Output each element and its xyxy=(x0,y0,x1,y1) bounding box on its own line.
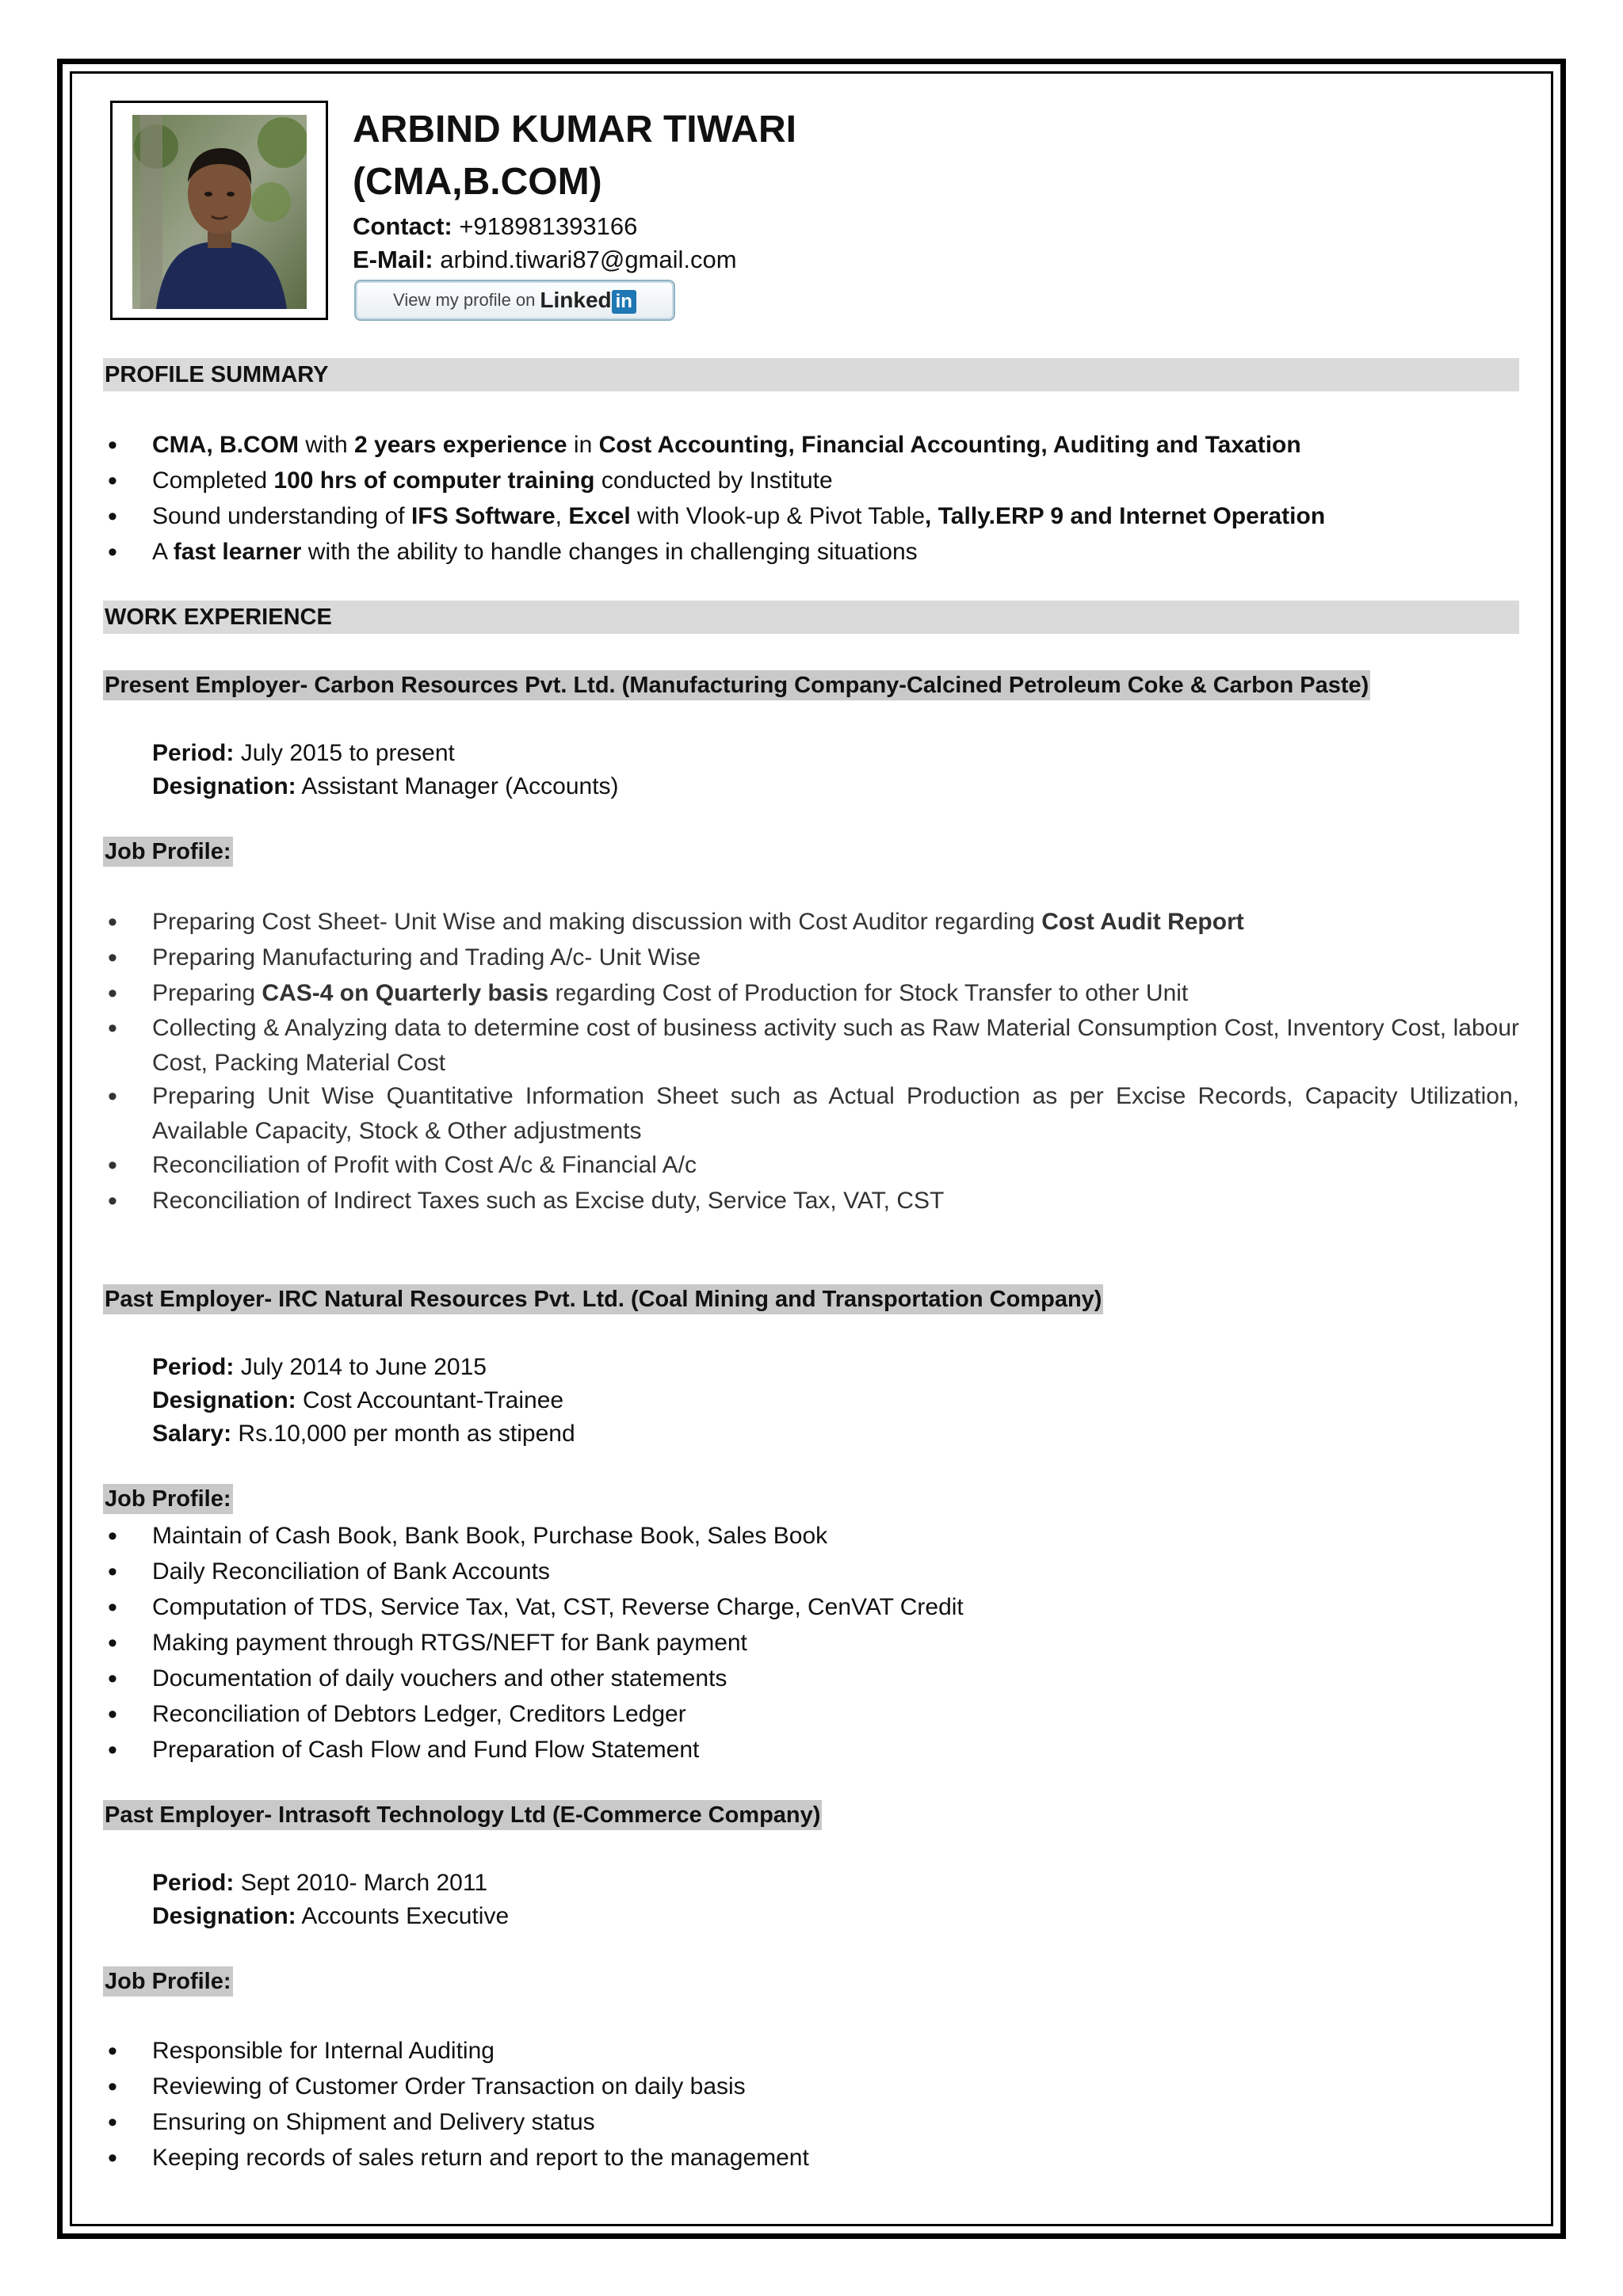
candidate-name: ARBIND KUMAR TIWARI xyxy=(353,109,796,151)
bullet-icon: • xyxy=(108,1735,117,1765)
list-item: • Preparing Unit Wise Quantitative Information Sheet such as Actual Production as per Excise Records, Capacity Utilization, Available Capacity, Stock & Other adjustments xyxy=(103,1079,1519,1149)
irc-job-profile-heading: Job Profile: xyxy=(103,1484,233,1514)
list-item: • Keeping records of sales return and report to the management xyxy=(103,2141,1519,2176)
contact-phone: +918981393166 xyxy=(452,212,638,240)
list-item: • Preparation of Cash Flow and Fund Flow Statement xyxy=(103,1733,1519,1768)
email-label: E-Mail: xyxy=(353,246,433,273)
intrasoft-period: Period: Sept 2010- March 2011 xyxy=(152,1870,488,1896)
bullet-icon: • xyxy=(108,1521,117,1551)
list-item: • Reconciliation of Indirect Taxes such as Excise duty, Service Tax, VAT, CST xyxy=(103,1184,1519,1219)
contact-line xyxy=(353,211,637,242)
bullet-icon: • xyxy=(108,2036,117,2066)
past-employer-intrasoft-heading: Past Employer- Intrasoft Technology Ltd (E-Commerce Company) xyxy=(103,1800,822,1830)
email-address[interactable]: arbind.tiwari87@gmail.com xyxy=(433,246,737,273)
list-item: • Collecting & Analyzing data to determine cost of business activity such as Raw Material Consumption Cost, Inventory Cost, labour Cost, Packing Material Cost xyxy=(103,1011,1519,1081)
list-item: • A fast learner with the ability to handle changes in challenging situations xyxy=(103,535,1519,570)
linkedin-logo-text: Linked xyxy=(540,287,612,312)
bullet-icon: • xyxy=(108,1592,117,1623)
bullet-icon: • xyxy=(108,1557,117,1587)
list-item: • Reconciliation of Debtors Ledger, Creditors Ledger xyxy=(103,1697,1519,1732)
list-item: • Maintain of Cash Book, Bank Book, Purchase Book, Sales Book xyxy=(103,1519,1519,1554)
email-line xyxy=(353,244,737,276)
bullet-icon: • xyxy=(108,1628,117,1658)
list-item: • Sound understanding of IFS Software, Excel with Vlook-up & Pivot Table, Tally.ERP 9 and Internet Operation xyxy=(103,499,1519,534)
list-item: • Reconciliation of Profit with Cost A/c & Financial A/c xyxy=(103,1148,1519,1183)
contact-label: Contact: xyxy=(353,212,453,240)
bullet-icon: • xyxy=(108,978,117,1009)
profile-summary-heading: PROFILE SUMMARY xyxy=(103,358,1519,391)
list-item: • Making payment through RTGS/NEFT for Bank payment xyxy=(103,1626,1519,1661)
list-item: • Reviewing of Customer Order Transaction on daily basis xyxy=(103,2069,1519,2104)
list-item: • Computation of TDS, Service Tax, Vat, CST, Reverse Charge, CenVAT Credit xyxy=(103,1590,1519,1625)
irc-salary: Salary: Rs.10,000 per month as stipend xyxy=(152,1421,575,1447)
bullet-icon: • xyxy=(108,907,117,937)
list-item: • CMA, B.COM with 2 years experience in Cost Accounting, Financial Accounting, Auditing and Taxation xyxy=(103,428,1519,463)
intrasoft-job-profile-heading: Job Profile: xyxy=(103,1966,233,1997)
bullet-icon: • xyxy=(108,537,117,567)
bullet-icon: • xyxy=(108,943,117,973)
linkedin-profile-button[interactable] xyxy=(354,280,675,321)
irc-designation: Designation: Cost Accountant-Trainee xyxy=(152,1387,564,1413)
present-period: Period: July 2015 to present xyxy=(152,740,455,766)
list-item: • Daily Reconciliation of Bank Accounts xyxy=(103,1554,1519,1589)
bullet-icon: • xyxy=(108,1081,117,1112)
list-item: • Preparing CAS-4 on Quarterly basis regarding Cost of Production for Stock Transfer to other Unit xyxy=(103,976,1519,1011)
bullet-icon: • xyxy=(108,1186,117,1216)
intrasoft-designation: Designation: Accounts Executive xyxy=(152,1903,510,1929)
list-item: • Responsible for Internal Auditing xyxy=(103,2034,1519,2069)
list-item: • Preparing Cost Sheet- Unit Wise and making discussion with Cost Auditor regarding Cost Audit Report xyxy=(103,905,1519,940)
bullet-icon: • xyxy=(108,2072,117,2102)
list-item: • Completed 100 hrs of computer training conducted by Institute xyxy=(103,463,1519,498)
bullet-icon: • xyxy=(108,466,117,496)
linkedin-logo xyxy=(540,288,636,314)
list-item: • Documentation of daily vouchers and other statements xyxy=(103,1661,1519,1696)
linkedin-in-icon: in xyxy=(612,290,636,314)
bullet-icon: • xyxy=(108,502,117,532)
list-item: • Preparing Manufacturing and Trading A/c- Unit Wise xyxy=(103,940,1519,975)
profile-photo xyxy=(132,115,307,309)
linkedin-button-text: View my profile on xyxy=(393,290,536,310)
present-designation: Designation: Assistant Manager (Accounts) xyxy=(152,773,619,799)
profile-photo-frame xyxy=(110,101,328,320)
bullet-icon: • xyxy=(108,1664,117,1694)
bullet-icon: • xyxy=(108,430,117,460)
present-employer-heading: Present Employer- Carbon Resources Pvt. Ltd. (Manufacturing Company-Calcined Petroleum Coke & Carbon Paste) xyxy=(103,670,1370,700)
bullet-icon: • xyxy=(108,1013,117,1043)
bullet-icon: • xyxy=(108,1150,117,1180)
present-job-profile-heading: Job Profile: xyxy=(103,837,233,867)
list-item: • Ensuring on Shipment and Delivery status xyxy=(103,2105,1519,2140)
work-experience-heading: WORK EXPERIENCE xyxy=(103,601,1519,634)
bullet-icon: • xyxy=(108,2107,117,2138)
bullet-icon: • xyxy=(108,2143,117,2173)
past-employer-irc-heading: Past Employer- IRC Natural Resources Pvt. Ltd. (Coal Mining and Transportation Company) xyxy=(103,1284,1103,1314)
candidate-credentials: (CMA,B.COM) xyxy=(353,161,602,203)
irc-period: Period: July 2014 to June 2015 xyxy=(152,1354,487,1380)
bullet-icon: • xyxy=(108,1699,117,1730)
